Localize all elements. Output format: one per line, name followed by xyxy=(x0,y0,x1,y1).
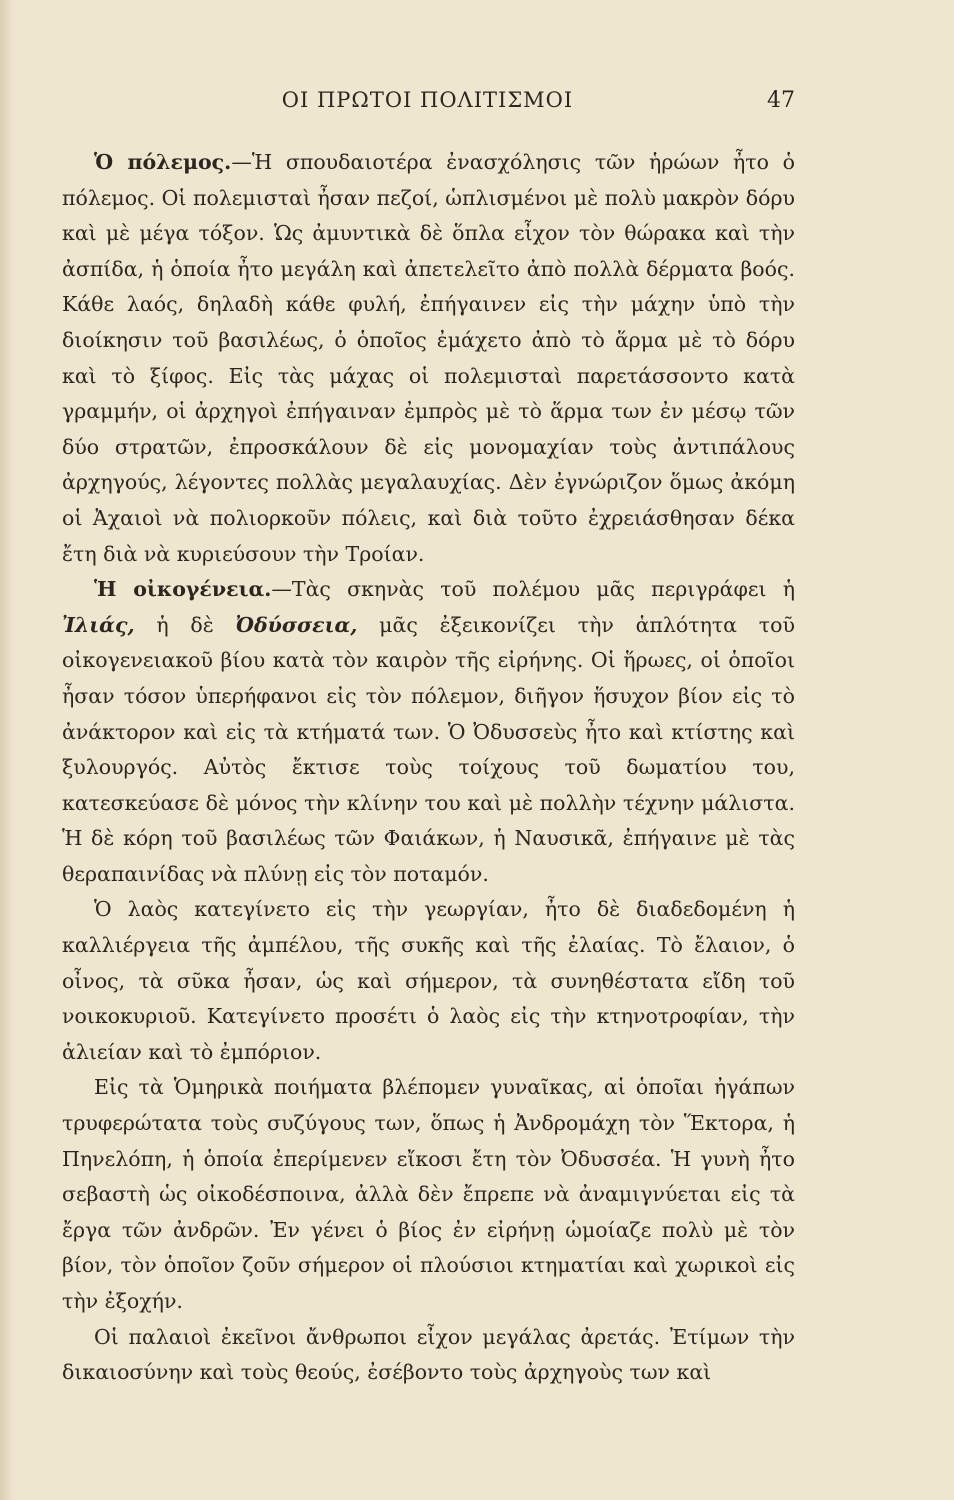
paragraph-people: Ὁ λαὸς κατεγίνετο εἰς τὴν γεωργίαν, ἦτο δὲ διαδεδομένη ἡ καλλιέργεια τῆς ἀμπέλου, τῆς συκῆς καὶ τῆς ἐλαίας. Τὸ ἔλαιον, ὁ οἶνος, τὰ σῦκα ἦσαν, ὡς καὶ σήμερον, τὰ συνηθέστατα εἴδη τοῦ νοικοκυριοῦ. Κατεγίνετο προσέτι ὁ λαὸς εἰς τὴν κτηνοτροφίαν, τὴν ἁλιείαν καὶ τὸ ἐμπόριον. xyxy=(62,897,795,1064)
page-number: 47 xyxy=(767,88,795,113)
section-heading-family: Ἡ οἰκογένεια. xyxy=(94,577,272,602)
paragraph-family-text-3: μᾶς ἐξεικονίζει τὴν ἁπλότητα τοῦ οἰκογενειακοῦ βίου κατὰ τὸν καιρὸν τῆς εἰρήνης. Οἱ ἥρωες, οἱ ὁποῖοι ἦσαν τόσον ὑπερήφανοι εἰς τὸν πόλεμον, διῆγον ἥσυχον βίον εἰς τὸ ἀνάκτορον καὶ εἰς τὰ κτήματά των. Ὁ Ὀδυσσεὺς ἦτο καὶ κτίστης καὶ ξυλουργός. Αὐτὸς ἔκτισε τοὺς τοίχους τοῦ δωματίου του, κατεσκεύασε δὲ μόνος τὴν κλίνην του καὶ μὲ πολλὴν τέχνην μάλιστα. Ἡ δὲ κόρη τοῦ βασιλέως τῶν Φαιάκων, ἡ Ναυσικᾶ, ἐπήγαινε μὲ τὰς θεραπαινίδας νὰ πλύνῃ εἰς τὸν ποταμόν. xyxy=(62,612,795,886)
paragraph-war xyxy=(62,145,795,572)
paragraph-virtues: Οἱ παλαιοὶ ἐκεῖνοι ἄνθρωποι εἶχον μεγάλας ἀρετάς. Ἐτίμων τὴν δικαιοσύνην καὶ τοὺς θεούς, ἐσέβοντο τοὺς ἀρχηγοὺς των καὶ xyxy=(62,1324,795,1385)
paragraph-family xyxy=(62,572,795,892)
paragraph-family-text-1: —Τὰς σκηνὰς τοῦ πολέμου μᾶς περιγράφει ἡ xyxy=(271,577,795,602)
paragraph-women: Εἰς τὰ Ὁμηρικὰ ποιήματα βλέπομεν γυναῖκας, αἱ ὁποῖαι ἠγάπων τρυφερώτατα τοὺς συζύγους των, ὅπως ἡ Ἀνδρομάχη τὸν Ἕκτορα, ἡ Πηνελόπη, ἡ ὁποία ἐπερίμενεν εἴκοσι ἔτη τὸν Ὀδυσσέα. Ἡ γυνὴ ἦτο σεβαστὴ ὡς οἰκοδέσποινα, ἀλλὰ δὲν ἔπρεπε νὰ ἀναμιγνύεται εἰς τὰ ἔργα τῶν ἀνδρῶν. Ἐν γένει ὁ βίος ἐν εἰρήνῃ ὡμοίαζε πολὺ μὲ τὸν βίον, τὸν ὁποῖον ζοῦν σήμερον οἱ πλούσιοι κτηματίαι καὶ χωρικοὶ εἰς τὴν ἐξοχήν. xyxy=(62,1075,795,1313)
running-header xyxy=(60,88,795,128)
running-title: ΟΙ ΠΡΩΤΟΙ ΠΟΛΙΤΙΣΜΟΙ xyxy=(281,88,574,112)
work-title-iliad: Ἰλιάς, xyxy=(62,612,135,637)
body-text xyxy=(62,145,795,1391)
work-title-odyssey: Ὀδύσσεια, xyxy=(235,612,358,637)
paragraph-war-text: —Ἡ σπουδαιοτέρα ἐνασχόλησις τῶν ἡρώων ἦτο ὁ πόλεμος. Οἱ πολεμισταὶ ἦσαν πεζοί, ὡπλισμένοι μὲ πολὺ μακρὸν δόρυ καὶ μὲ μέγα τόξον. Ὡς ἀμυντικὰ δὲ ὅπλα εἶχον τὸν θώρακα καὶ τὴν ἀσπίδα, ἡ ὁποία ἦτο μεγάλη καὶ ἀπετελεῖτο ἀπὸ πολλὰ δέρματα βοός. Κάθε λαός, δηλαδὴ κάθε φυλή, ἐπήγαινεν εἰς τὴν μάχην ὑπὸ τὴν διοίκησιν τοῦ βασιλέως, ὁ ὁποῖος ἐμάχετο ἀπὸ τὸ ἅρμα μὲ τὸ δόρυ καὶ τὸ ξίφος. Εἰς τὰς μάχας οἱ πολεμισταὶ παρετάσσοντο κατὰ γραμμήν, οἱ ἀρχηγοὶ ἐπήγαιναν ἐμπρὸς μὲ τὸ ἅρμα των ἐν μέσῳ τῶν δύο στρατῶν, ἐπροσκάλουν δὲ εἰς μονομαχίαν τοὺς ἀντιπάλους ἀρχηγούς, λέγοντες πολλὰς μεγαλαυχίας. Δὲν ἐγνώριζον ὅμως ἀκόμη οἱ Ἀχαιοὶ νὰ πολιορκοῦν πόλεις, καὶ διὰ τοῦτο ἐχρειάσθησαν δέκα ἔτη διὰ νὰ κυριεύσουν τὴν Τροίαν. xyxy=(62,150,796,566)
page-binding-edge xyxy=(0,0,14,1500)
paragraph-family-text-2: ἡ δὲ xyxy=(156,612,214,637)
section-heading-war: Ὁ πόλεμος. xyxy=(94,150,232,174)
